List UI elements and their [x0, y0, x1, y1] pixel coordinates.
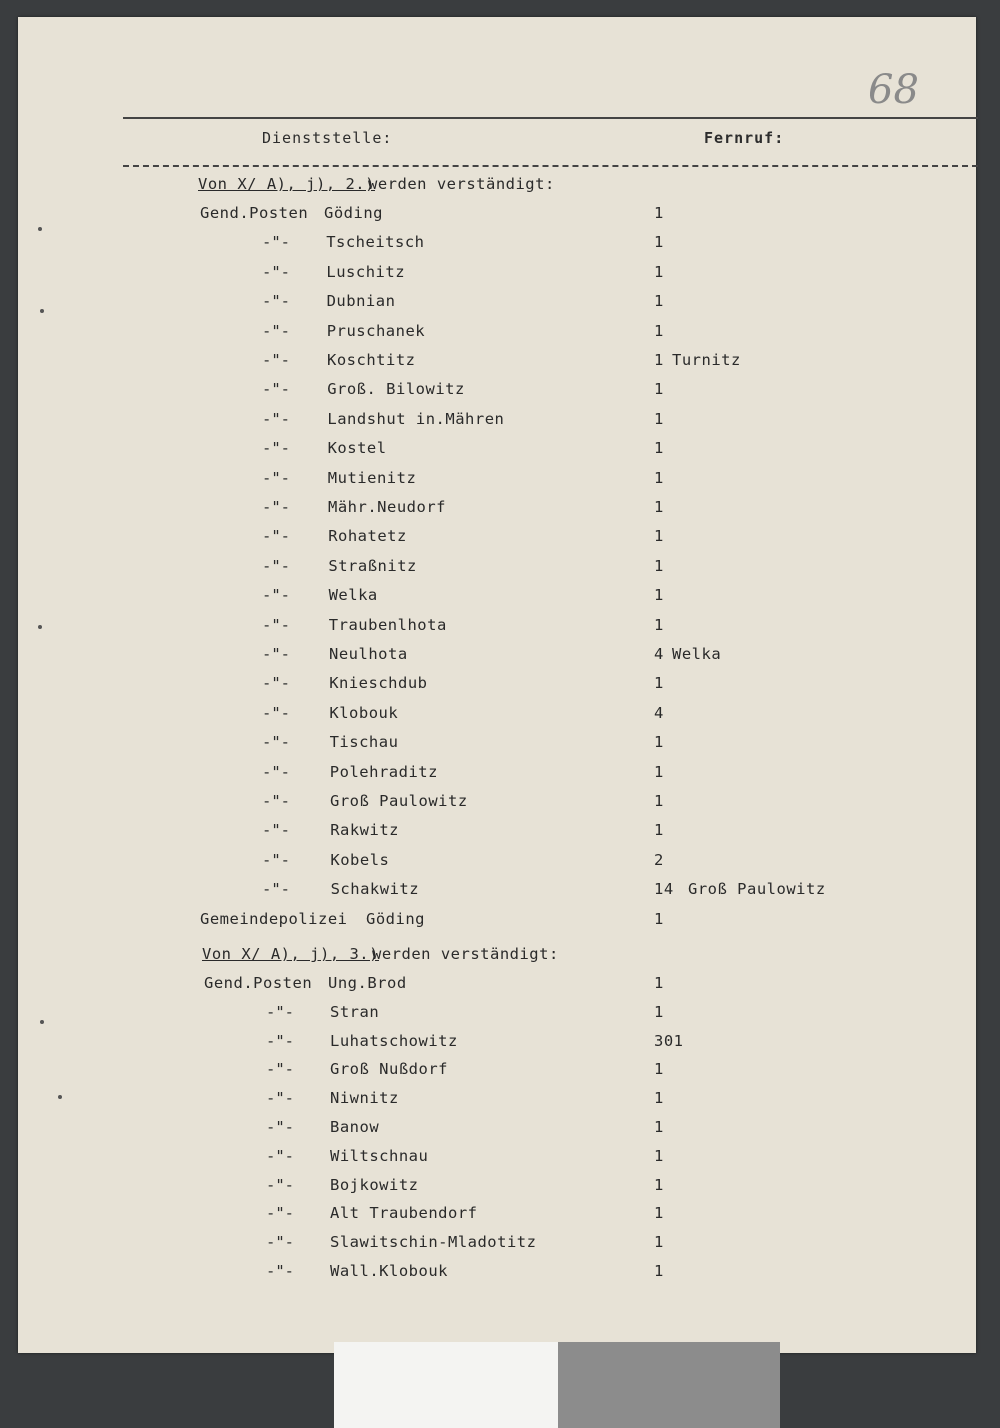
list-item: [18, 292, 958, 318]
list-item: [18, 851, 958, 877]
section-title: [18, 945, 958, 971]
ditto-mark: -"-: [262, 674, 290, 693]
phone-number: 1: [654, 1118, 664, 1136]
phone-note: Welka: [672, 645, 722, 663]
place-name: Pruschanek: [326, 321, 426, 340]
place-name: Rakwitz: [330, 821, 400, 840]
phone-number: 1: [654, 439, 664, 458]
place-name: Slawitschin-Mladotitz: [330, 1233, 537, 1252]
ditto-mark: -"-: [266, 1002, 294, 1021]
ditto-mark: -"-: [266, 1146, 294, 1165]
ditto-mark: -"-: [262, 233, 290, 252]
phone-number: 4: [654, 645, 664, 663]
phone-number: 1: [654, 468, 664, 487]
list-item: [18, 1204, 958, 1230]
phone-note: Groß Paulowitz: [688, 880, 826, 899]
ditto-mark: -"-: [262, 850, 290, 869]
punch-mark: [38, 625, 42, 629]
post-type: Gemeindepolizei: [200, 909, 348, 928]
ditto-mark: -"-: [262, 586, 290, 605]
list-item: [18, 880, 958, 906]
ditto-mark: -"-: [266, 1060, 294, 1079]
ditto-mark: -"-: [262, 733, 290, 752]
phone-number: 1: [654, 792, 664, 810]
phone-number: 1: [654, 380, 664, 399]
phone-number: 301: [654, 1031, 684, 1050]
header-fernruf: Fernruf:: [704, 129, 785, 147]
phone-number: 1: [654, 527, 664, 546]
phone-number: 1: [654, 1060, 664, 1079]
ditto-mark: -"-: [262, 792, 290, 810]
phone-number: 1: [654, 556, 664, 575]
list-item: [18, 1089, 958, 1115]
phone-note: Turnitz: [672, 351, 741, 369]
phone-number: 1: [654, 1262, 664, 1280]
place-name: Stran: [330, 1002, 380, 1021]
place-name: Göding: [366, 909, 425, 928]
place-name: Welka: [328, 586, 378, 605]
list-item: [18, 1032, 958, 1058]
list-item: [18, 233, 958, 259]
ditto-mark: -"-: [266, 1175, 294, 1194]
list-item: [18, 439, 958, 465]
ditto-mark: -"-: [262, 292, 290, 311]
place-name: Mutienitz: [327, 468, 417, 487]
list-item: [18, 1176, 958, 1202]
header-bottom-rule: [123, 165, 978, 167]
list-item: [18, 527, 958, 553]
ditto-mark: -"-: [262, 556, 290, 575]
phone-number: 4: [654, 703, 664, 722]
place-name: Banow: [330, 1118, 380, 1136]
list-item: [18, 351, 958, 377]
phone-number: 1: [654, 733, 664, 752]
ditto-mark: -"-: [262, 615, 290, 634]
section-title-text: werden verständigt:: [368, 175, 555, 193]
phone-number: 1: [654, 762, 664, 781]
color-calibration-strip: [334, 1342, 780, 1428]
place-name: Kobels: [330, 850, 390, 869]
punch-mark: [38, 227, 42, 231]
phone-number: 14: [654, 880, 674, 899]
place-name: Tscheitsch: [326, 233, 425, 252]
place-name: Mähr.Neudorf: [328, 498, 446, 516]
post-type: Gend.Posten: [200, 204, 309, 222]
ditto-mark: -"-: [266, 1031, 294, 1050]
ditto-mark: -"-: [262, 468, 290, 487]
ditto-mark: -"-: [262, 262, 290, 281]
list-item: [18, 763, 958, 789]
list-item: [18, 263, 958, 289]
header-top-rule: [123, 117, 978, 119]
phone-number: 1: [654, 821, 664, 840]
phone-number: 1: [654, 1089, 664, 1108]
place-name: Wall.Klobouk: [330, 1262, 448, 1280]
ditto-mark: -"-: [266, 1089, 294, 1108]
place-name: Landshut in.Mähren: [327, 409, 505, 428]
list-item: [18, 557, 958, 583]
place-name: Groß Paulowitz: [330, 792, 468, 810]
phone-number: 1: [654, 974, 664, 992]
list-item: [18, 469, 958, 495]
place-name: Luschitz: [326, 262, 406, 281]
phone-number: 1: [654, 615, 664, 634]
punch-mark: [40, 1020, 44, 1024]
place-name: Groß Nußdorf: [330, 1060, 448, 1079]
place-name: Luhatschowitz: [330, 1031, 458, 1050]
folio-number: 68: [868, 67, 919, 113]
phone-number: 1: [654, 586, 664, 605]
list-item: [18, 410, 958, 436]
list-item: [18, 704, 958, 730]
ditto-mark: -"-: [262, 439, 290, 458]
place-name: Schakwitz: [330, 880, 420, 899]
list-item: [18, 1233, 958, 1259]
section-title-text: werden verständigt:: [372, 945, 559, 963]
place-name: Göding: [324, 204, 383, 222]
place-name: Alt Traubendorf: [330, 1204, 478, 1223]
section-title-ref: Von X/ A), j), 3.): [202, 945, 379, 963]
ditto-mark: -"-: [262, 351, 290, 369]
punch-mark: [40, 309, 44, 313]
ditto-mark: -"-: [266, 1233, 294, 1252]
place-name: Knieschdub: [329, 674, 428, 693]
phone-number: 1: [654, 498, 664, 516]
ditto-mark: -"-: [266, 1262, 294, 1280]
punch-mark: [58, 1095, 62, 1099]
place-name: Niwnitz: [330, 1089, 399, 1108]
list-item: [18, 1147, 958, 1173]
place-name: Traubenlhota: [328, 615, 447, 634]
phone-number: 1: [654, 321, 664, 340]
place-name: Dubnian: [326, 292, 396, 311]
phone-number: 1: [654, 1175, 664, 1194]
phone-number: 1: [654, 204, 664, 222]
list-item: [18, 1060, 958, 1086]
list-item: [18, 1003, 958, 1029]
list-item: [18, 974, 958, 1000]
phone-number: 1: [654, 909, 664, 928]
place-name: Kostel: [327, 439, 387, 458]
phone-number: 1: [654, 1002, 664, 1021]
list-item: [18, 322, 958, 348]
phone-number: 1: [654, 409, 664, 428]
ditto-mark: -"-: [266, 1118, 294, 1136]
list-item: [18, 645, 958, 671]
list-item: [18, 586, 958, 612]
list-item: [18, 380, 958, 406]
list-item: [18, 1118, 958, 1144]
white-swatch: [334, 1342, 558, 1428]
list-item: [18, 821, 958, 847]
ditto-mark: -"-: [262, 762, 290, 781]
list-item: [18, 910, 958, 936]
phone-number: 1: [654, 233, 664, 252]
place-name: Ung.Brod: [328, 974, 407, 992]
list-item: [18, 498, 958, 524]
ditto-mark: -"-: [262, 821, 290, 840]
list-item: [18, 792, 958, 818]
grey-swatch: [558, 1342, 780, 1428]
place-name: Koschtitz: [327, 351, 416, 369]
list-item: [18, 204, 958, 230]
ditto-mark: -"-: [262, 498, 290, 516]
place-name: Polehraditz: [329, 762, 438, 781]
place-name: Tischau: [329, 733, 399, 752]
phone-number: 1: [654, 1204, 664, 1223]
place-name: Klobouk: [329, 703, 399, 722]
ditto-mark: -"-: [262, 321, 290, 340]
ditto-mark: -"-: [262, 380, 290, 399]
list-item: [18, 674, 958, 700]
phone-number: 1: [654, 351, 664, 369]
place-name: Neulhota: [329, 645, 408, 663]
list-item: [18, 733, 958, 759]
ditto-mark: -"-: [262, 703, 290, 722]
place-name: Wiltschnau: [330, 1146, 429, 1165]
ditto-mark: -"-: [262, 645, 290, 663]
phone-number: 2: [654, 850, 664, 869]
phone-number: 1: [654, 674, 664, 693]
post-type: Gend.Posten: [204, 974, 313, 992]
ditto-mark: -"-: [262, 880, 290, 899]
header-dienststelle: Dienststelle:: [262, 129, 393, 147]
phone-number: 1: [654, 1233, 664, 1252]
phone-number: 1: [654, 262, 664, 281]
place-name: Bojkowitz: [330, 1175, 419, 1194]
document-page: [18, 17, 976, 1353]
ditto-mark: -"-: [262, 409, 290, 428]
phone-number: 1: [654, 1146, 664, 1165]
ditto-mark: -"-: [266, 1204, 294, 1223]
ditto-mark: -"-: [262, 527, 290, 546]
place-name: Straßnitz: [328, 556, 417, 575]
list-item: [18, 616, 958, 642]
section-title: [18, 175, 958, 201]
place-name: Rohatetz: [328, 527, 407, 546]
place-name: Groß. Bilowitz: [327, 380, 465, 399]
list-item: [18, 1262, 958, 1288]
section-title-ref: Von X/ A), j), 2.): [198, 175, 375, 193]
phone-number: 1: [654, 292, 664, 311]
